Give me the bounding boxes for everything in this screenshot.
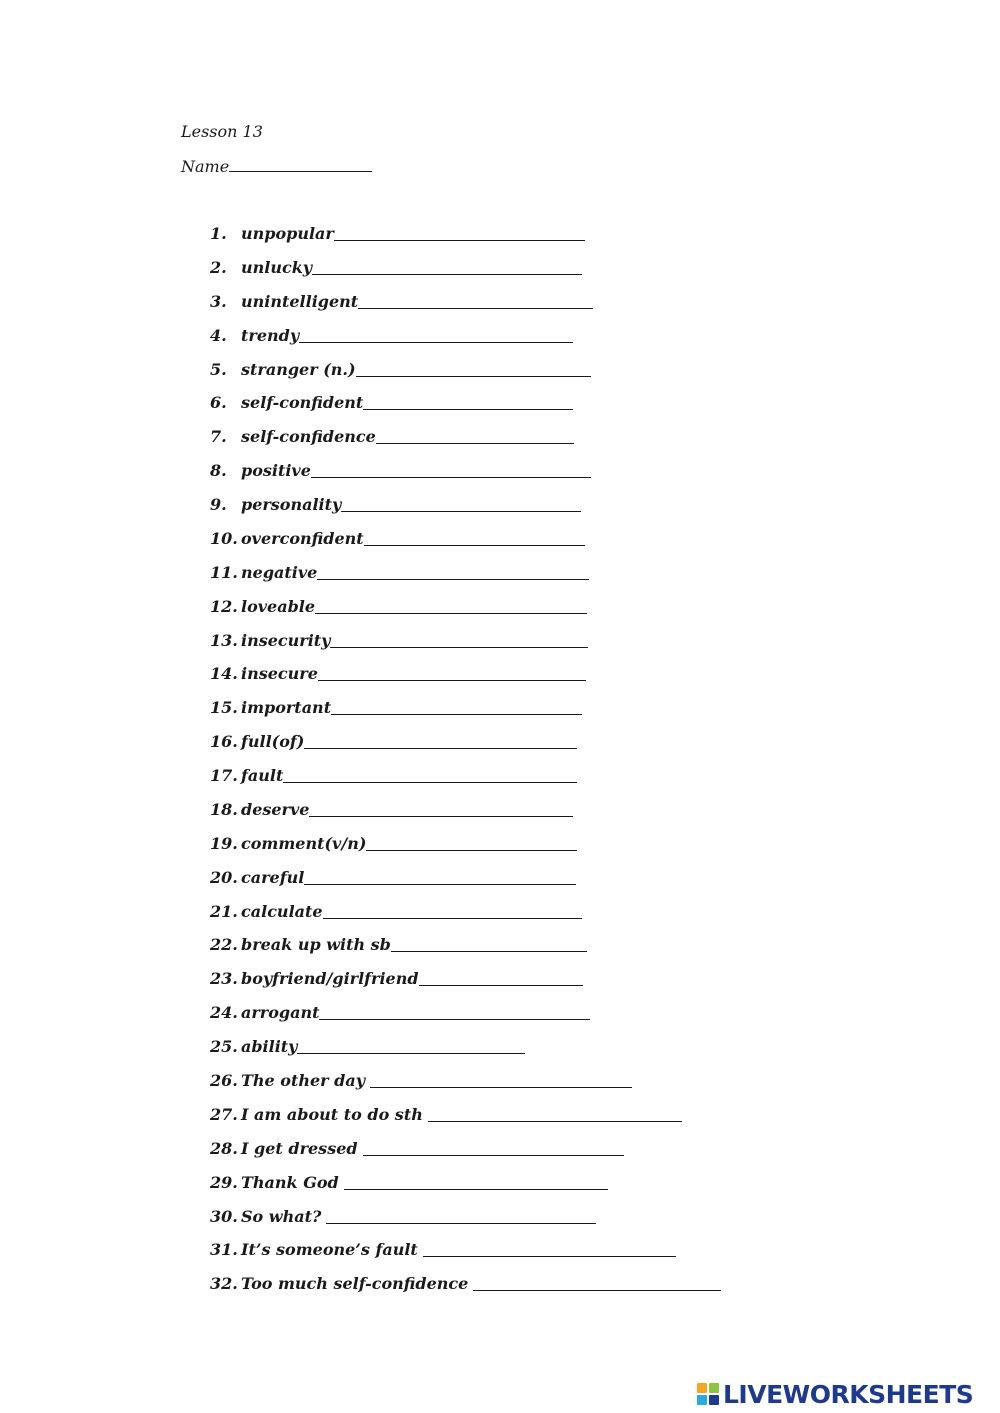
item-term: careful (241, 868, 305, 887)
answer-blank-line[interactable] (391, 951, 587, 952)
item-term: unlucky (241, 258, 313, 277)
vocab-item (210, 392, 573, 414)
item-number: 13. (210, 631, 238, 650)
item-term: overconfident (241, 529, 364, 548)
vocab-item (210, 257, 582, 279)
vocab-item (210, 1273, 721, 1295)
vocab-item (210, 596, 587, 618)
watermark-text: LIVEWORKSHEETS (723, 1379, 974, 1409)
answer-blank-line[interactable] (364, 545, 585, 546)
answer-blank-line[interactable] (283, 782, 577, 783)
item-term: important (241, 698, 332, 717)
item-number: 20. (210, 868, 238, 887)
item-term: insecurity (241, 631, 331, 650)
item-number: 24. (210, 1003, 238, 1022)
item-number: 25. (210, 1037, 238, 1056)
vocab-item (210, 799, 573, 821)
item-number: 8. (210, 461, 227, 480)
vocab-item (210, 697, 582, 719)
item-number: 14. (210, 664, 238, 683)
vocab-item (210, 528, 585, 550)
answer-blank-line[interactable] (315, 613, 587, 614)
vocab-item (210, 901, 582, 923)
item-term: unintelligent (241, 292, 359, 311)
item-term: loveable (241, 597, 316, 616)
logo-square-2 (709, 1383, 719, 1393)
answer-blank-line[interactable] (309, 816, 573, 817)
item-number: 16. (210, 732, 238, 751)
vocab-item (210, 1002, 590, 1024)
item-term: positive (241, 461, 311, 480)
vocab-item (210, 325, 573, 347)
vocab-item (210, 223, 585, 245)
vocab-item (210, 1206, 596, 1228)
vocab-item (210, 1172, 608, 1194)
answer-blank-line[interactable] (318, 680, 586, 681)
item-number: 3. (210, 292, 227, 311)
item-term: It’s someone’s fault (241, 1240, 418, 1259)
item-term: calculate (241, 902, 323, 921)
answer-blank-line[interactable] (312, 274, 582, 275)
item-number: 29. (210, 1173, 238, 1192)
vocab-item (210, 291, 593, 313)
vocab-item (210, 1138, 624, 1160)
item-term: break up with sb (241, 935, 391, 954)
item-term: deserve (241, 800, 310, 819)
answer-blank-line[interactable] (297, 1053, 525, 1054)
item-number: 31. (210, 1240, 238, 1259)
vocab-item (210, 663, 586, 685)
answer-blank-line[interactable] (319, 1019, 590, 1020)
answer-blank-line[interactable] (311, 477, 591, 478)
item-number: 10. (210, 529, 238, 548)
item-number: 22. (210, 935, 238, 954)
answer-blank-line[interactable] (419, 985, 583, 986)
item-term: trendy (241, 326, 300, 345)
liveworksheets-watermark (697, 1380, 973, 1408)
logo-square-4 (709, 1395, 719, 1405)
item-number: 15. (210, 698, 238, 717)
item-term: unpopular (241, 224, 334, 243)
vocab-item (210, 1070, 632, 1092)
item-number: 26. (210, 1071, 238, 1090)
item-number: 27. (210, 1105, 238, 1124)
answer-blank-line[interactable] (334, 240, 585, 241)
vocab-item (210, 426, 574, 448)
logo-square-1 (697, 1383, 707, 1393)
vocab-item (210, 833, 577, 855)
vocab-item (210, 494, 581, 516)
item-term: insecure (241, 664, 318, 683)
vocab-item (210, 1104, 682, 1126)
item-number: 5. (210, 360, 227, 379)
item-number: 19. (210, 834, 238, 853)
item-term: The other day (241, 1071, 366, 1090)
answer-blank-line[interactable] (323, 918, 582, 919)
answer-blank-line[interactable] (428, 1121, 682, 1122)
item-number: 28. (210, 1139, 238, 1158)
answer-blank-line[interactable] (326, 1223, 596, 1224)
answer-blank-line[interactable] (317, 579, 589, 580)
answer-blank-line[interactable] (304, 884, 576, 885)
item-number: 6. (210, 393, 227, 412)
item-number: 4. (210, 326, 227, 345)
item-number: 2. (210, 258, 227, 277)
item-term: Thank God (241, 1173, 339, 1192)
answer-blank-line[interactable] (331, 714, 582, 715)
vocab-item (210, 359, 591, 381)
vocab-item (210, 731, 577, 753)
vocab-item (210, 630, 588, 652)
answer-blank-line[interactable] (344, 1189, 608, 1190)
item-term: personality (241, 495, 342, 514)
item-term: negative (241, 563, 318, 582)
name-label: Name (181, 157, 230, 176)
item-term: self-confident (241, 393, 364, 412)
answer-blank-line[interactable] (376, 443, 574, 444)
item-term: self-confidence (241, 427, 376, 446)
item-term: comment(v/n) (241, 834, 367, 853)
item-term: So what? (241, 1207, 322, 1226)
item-number: 23. (210, 969, 238, 988)
item-number: 17. (210, 766, 238, 785)
item-term: fault (241, 766, 284, 785)
liveworksheets-logo-icon (697, 1383, 719, 1405)
logo-square-3 (697, 1395, 707, 1405)
item-number: 18. (210, 800, 238, 819)
item-number: 30. (210, 1207, 238, 1226)
item-term: full(of) (241, 732, 305, 751)
answer-blank-line[interactable] (370, 1087, 632, 1088)
item-number: 7. (210, 427, 227, 446)
lesson-title: Lesson 13 (181, 122, 263, 141)
item-term: arrogant (241, 1003, 320, 1022)
vocab-item (210, 968, 583, 990)
vocab-item (210, 934, 587, 956)
item-term: stranger (n.) (241, 360, 356, 379)
answer-blank-line[interactable] (423, 1256, 676, 1257)
item-term: boyfriend/girlfriend (241, 969, 419, 988)
answer-blank-line[interactable] (473, 1290, 721, 1291)
vocab-item (210, 1036, 525, 1058)
item-number: 1. (210, 224, 227, 243)
answer-blank-line[interactable] (356, 376, 591, 377)
answer-blank-line[interactable] (330, 647, 588, 648)
item-term: ability (241, 1037, 298, 1056)
item-term: Too much self-confidence (241, 1274, 469, 1293)
answer-blank-line[interactable] (363, 1155, 624, 1156)
item-number: 21. (210, 902, 238, 921)
vocab-item (210, 562, 589, 584)
answer-blank-line[interactable] (363, 409, 573, 410)
item-number: 11. (210, 563, 238, 582)
item-number: 12. (210, 597, 238, 616)
vocab-item (210, 1239, 676, 1261)
answer-blank-line[interactable] (366, 850, 577, 851)
vocab-item (210, 765, 577, 787)
answer-blank-line[interactable] (358, 308, 593, 309)
item-number: 32. (210, 1274, 238, 1293)
vocab-item (210, 867, 576, 889)
item-term: I get dressed (241, 1139, 358, 1158)
item-number: 9. (210, 495, 227, 514)
answer-blank-line[interactable] (304, 748, 577, 749)
answer-blank-line[interactable] (299, 342, 573, 343)
vocab-item (210, 460, 591, 482)
answer-blank-line[interactable] (341, 511, 581, 512)
item-term: I am about to do sth (241, 1105, 423, 1124)
